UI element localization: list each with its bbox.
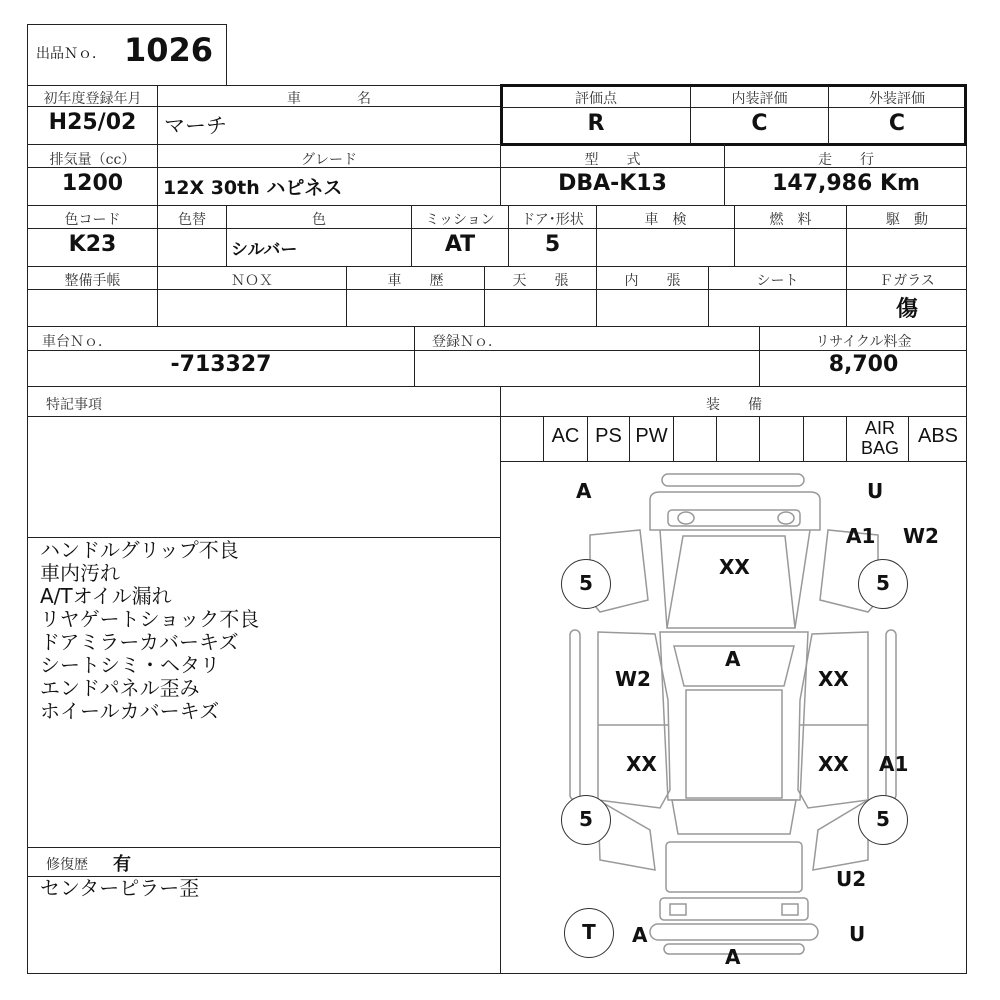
history-label: 車 歴 (387, 273, 444, 289)
inner-label: 内 張 (624, 273, 681, 289)
equipment-label: 装 備 (706, 397, 762, 413)
score-label: 評価点 (575, 91, 617, 107)
fuel-label: 燃 料 (769, 212, 812, 228)
mark-u2: U2 (836, 867, 867, 891)
note-line: シートシミ・ヘタリ (40, 653, 220, 677)
regno-label: 登録Ｎｏ． (432, 334, 502, 350)
tire-rear-right: 5 (858, 795, 908, 845)
tire-spare: T (564, 908, 614, 958)
interior-label: 内装評価 (731, 91, 788, 107)
equip-pw: PW (635, 425, 668, 447)
note-line: リヤゲートショック不良 (40, 607, 260, 631)
equipment-row (501, 417, 967, 461)
equip-ac: AC (551, 425, 580, 447)
note-line: A/Tオイル漏れ (40, 584, 172, 608)
mark-rear-right: U (849, 922, 866, 946)
reg-value: H25/02 (48, 110, 137, 135)
color-label: 色 (312, 212, 326, 228)
inspection-label: 車 検 (644, 212, 687, 228)
mark-right-rear-a1: A1 (879, 752, 909, 776)
color-change-label: 色替 (178, 212, 206, 228)
mark-right-front-door: XX (818, 667, 849, 691)
repair-value: 有 (113, 854, 131, 875)
repair-label: 修復歴 (46, 857, 88, 873)
door-value: 5 (544, 232, 561, 257)
mark-right-rear-door: XX (818, 752, 849, 776)
tire-rear-left: 5 (561, 795, 611, 845)
interior-value: C (751, 111, 768, 136)
cc-value: 1200 (61, 171, 124, 196)
repair-detail: センターピラー歪 (40, 876, 200, 900)
notes-list (40, 539, 495, 723)
drive-label: 駆 動 (886, 212, 928, 228)
mark-rear-left: A (632, 923, 648, 947)
name-label: 車 名 (287, 91, 371, 107)
chassis-value: -713327 (170, 352, 272, 377)
recycle-label: リサイクル料金 (815, 334, 912, 350)
mark-front-left: A (576, 479, 592, 503)
equip-ps: PS (595, 425, 622, 447)
car-diagram (501, 462, 966, 973)
manual-label: 整備手帳 (64, 273, 121, 289)
lot-number: 1026 (124, 31, 214, 69)
note-line: エンドパネル歪み (40, 676, 200, 700)
note-line: ハンドルグリップ不良 (40, 538, 239, 562)
seat-label: シート (756, 273, 799, 289)
roof-label: 天 張 (512, 273, 569, 289)
tire-front-right: 5 (858, 559, 908, 609)
cc-label: 排気量（cc） (49, 152, 136, 168)
lot-label: 出品Ｎｏ． (36, 46, 106, 62)
note-line: 車内汚れ (40, 561, 120, 585)
lot-box (27, 24, 227, 86)
chassis-label: 車台Ｎｏ． (42, 334, 112, 350)
mileage-label: 走 行 (818, 152, 874, 168)
door-label: ドア･形状 (521, 212, 584, 228)
name-value: マーチ (164, 114, 227, 138)
color-code-label: 色コード (64, 212, 121, 228)
mileage-value: 147,986 Km (772, 171, 920, 196)
equip-airbag: AIR BAG (860, 418, 899, 458)
score-value: R (587, 111, 605, 136)
grade-label: グレード (301, 152, 357, 168)
tire-front-left: 5 (561, 559, 611, 609)
exterior-value: C (888, 111, 906, 136)
notes-label: 特記事項 (46, 397, 102, 413)
model-label: 型 式 (584, 152, 641, 168)
mark-rear-bottom: A (725, 945, 741, 969)
color-value: シルバー (231, 240, 298, 260)
reg-label: 初年度登録年月 (43, 91, 142, 107)
color-code-value: K23 (68, 232, 117, 257)
equip-abs: ABS (917, 425, 959, 447)
mark-left-front-door: W2 (615, 667, 651, 691)
model-value: DBA-K13 (558, 171, 667, 196)
mark-a1-top: A1 (846, 524, 876, 548)
mark-front-right: U (867, 479, 884, 503)
note-line: ホイールカバーキズ (40, 699, 220, 723)
mission-value: AT (444, 232, 476, 257)
mark-left-rear-door: XX (626, 752, 657, 776)
mission-label: ミッション (425, 212, 495, 228)
exterior-label: 外装評価 (869, 91, 925, 107)
glass-value: 傷 (895, 297, 918, 322)
note-line: ドアミラーカバーキズ (40, 630, 239, 654)
recycle-value: 8,700 (828, 352, 899, 377)
mark-hood: XX (719, 555, 750, 579)
grade-value: 12X 30th ハピネス (163, 177, 343, 199)
nox-label: ＮＯＸ (231, 273, 273, 289)
mark-w2-top: W2 (903, 524, 939, 548)
glass-label: Ｆガラス (879, 273, 935, 289)
mark-windshield: A (725, 647, 741, 671)
